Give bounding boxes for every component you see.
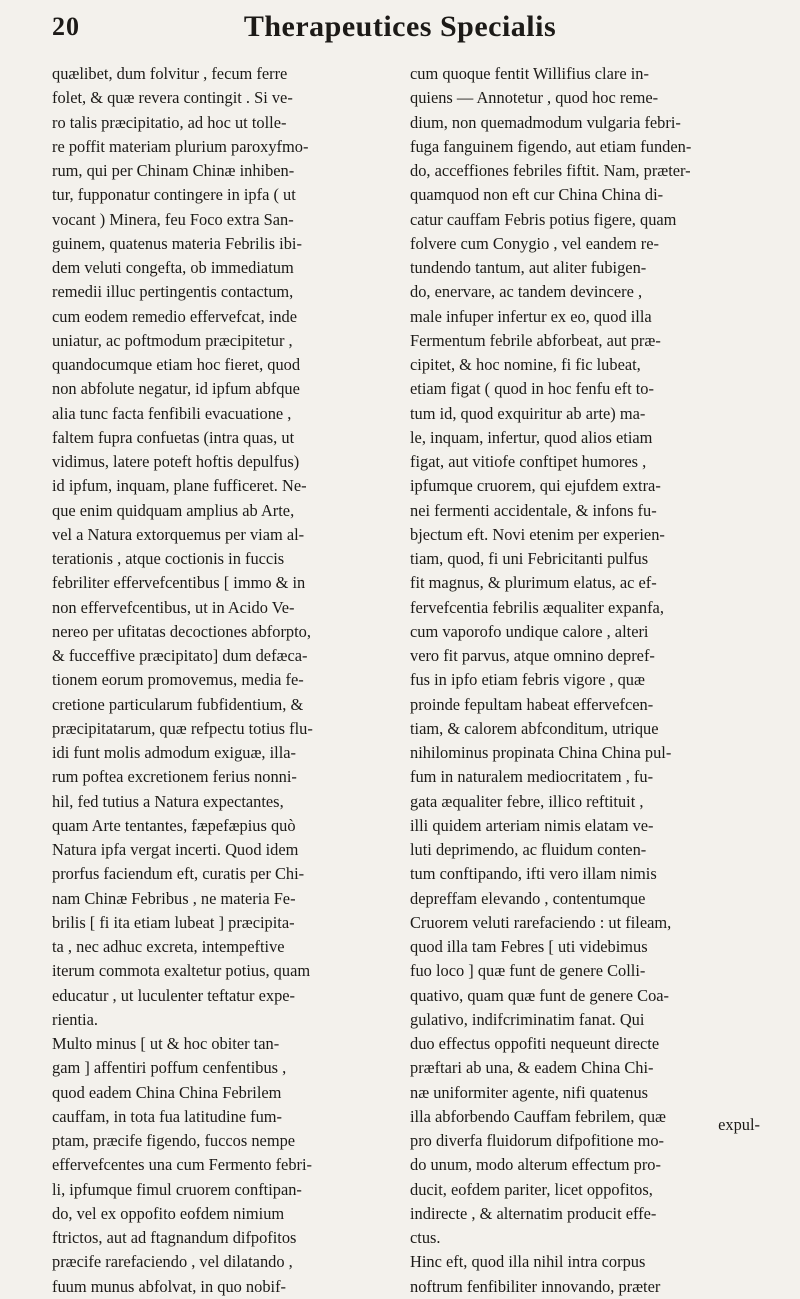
text-line: quiens — Annotetur , quod hoc reme- [410, 88, 659, 108]
text-line: tionem eorum promovemus, media fe- [52, 670, 304, 690]
text-line: illi quidem arteriam nimis elatam ve- [410, 815, 654, 835]
page-number: 20 [52, 12, 80, 41]
text-line: id ipfum, inquam, plane fufficeret. Ne- [52, 476, 307, 496]
left-text-column [52, 62, 390, 1299]
text-line: Natura ipfa vergat incerti. Quod idem [52, 840, 299, 859]
text-line: do unum, modo alterum effectum pro- [410, 1155, 661, 1175]
text-line: illa abforbendo Cauffam febrilem, quæ [410, 1106, 666, 1126]
text-line: rum, qui per Chinam Chinæ inhiben- [52, 161, 295, 180]
text-line: figat, aut vitiofe conftipet humores , [410, 452, 647, 471]
text-line: cum vaporofo undique calore , alteri [410, 621, 649, 641]
text-line: iterum commota exaltetur potius, quam [52, 961, 311, 981]
text-line: quod illa tam Febres [ uti videbimus [410, 937, 648, 956]
text-line: nei fermenti accidentale, & infons fu- [410, 500, 657, 520]
text-line: dium, non quemadmodum vulgaria febri- [410, 112, 681, 132]
text-line: vero fit parvus, atque omnino depref- [410, 646, 655, 665]
text-line: næ uniformiter agente, nifi quatenus [410, 1082, 649, 1102]
text-line: noftrum fenfibiliter innovando, præter [410, 1276, 661, 1296]
text-line: guinem, quatenus materia Febrilis ibi- [52, 233, 302, 253]
text-line: idi funt molis admodum exiguæ, illa- [52, 743, 297, 762]
catchword: expul- [718, 1115, 760, 1134]
text-line: fuum munus abfolvat, in quo nobif- [52, 1276, 286, 1296]
text-line: le, inquam, infertur, quod alios etiam [410, 427, 653, 447]
text-line: re poffit materiam plurium paroxyfmo- [52, 136, 309, 156]
text-line: non effervefcentibus, ut in Acido Ve- [52, 597, 295, 617]
text-line: uniatur, ac poftmodum præcipitetur , [52, 330, 293, 350]
text-line: folet, & quæ revera contingit . Si ve- [52, 88, 293, 108]
text-line: li, ipfumque fimul cruorem conftipan- [52, 1179, 302, 1199]
text-line: educatur , ut luculenter teftatur expe- [52, 985, 296, 1005]
text-line: faltem fupra confuetas (intra quas, ut [52, 427, 295, 447]
text-line: quod eadem China China Febrilem [52, 1082, 282, 1102]
text-line: remedii illuc pertingentis contactum, [52, 282, 294, 302]
text-line: gulativo, indifcriminatim fanat. Qui [410, 1009, 645, 1029]
text-line: quativo, quam quæ funt de genere Coa- [410, 985, 669, 1005]
text-line: ftrictos, aut ad ftagnandum difpofitos [52, 1228, 297, 1247]
text-line: gata æqualiter febre, illico reftituit , [410, 791, 644, 811]
text-line: indirecte , & alternatim producit effe- [410, 1203, 657, 1223]
text-line: quam Arte tentantes, fæpefæpius quò [52, 815, 296, 835]
text-line: tur, fupponatur contingere in ipfa ( ut [52, 185, 296, 205]
text-line: catur cauffam Febris potius figere, quam [410, 209, 677, 229]
text-line: non abfolute negatur, id ipfum abfque [52, 379, 300, 399]
text-line: ta , nec adhuc excreta, intempeftive [52, 937, 285, 956]
text-line: terationis , atque coctionis in fuccis [52, 549, 285, 568]
text-line: quamquod non eft cur China China di- [410, 185, 664, 205]
text-line: Fermentum febrile abforbeat, aut præ- [410, 330, 661, 350]
text-line: cum eodem remedio effervefcat, inde [52, 306, 297, 326]
text-line: folvere cum Conygio , vel eandem re- [410, 233, 659, 253]
text-line: do, enervare, ac tandem devincere , [410, 282, 643, 302]
text-line: luti deprimendo, ac fluidum conten- [410, 840, 647, 859]
text-line: tiam, quod, fi uni Febricitanti pulfus [410, 549, 649, 568]
text-line: nam Chinæ Febribus , ne materia Fe- [52, 888, 296, 908]
text-line: depreffam elevando , contentumque [410, 888, 646, 908]
text-line: ptam, præcife figendo, fuccos nempe [52, 1131, 296, 1150]
text-line: rientia. [52, 1009, 98, 1029]
text-line: fervefcentia febrilis æqualiter expanfa, [410, 597, 664, 617]
text-line: nihilominus propinata China China pul- [410, 743, 672, 762]
text-line: fit magnus, & plurimum elatus, ac ef- [410, 573, 657, 593]
text-line: cauffam, in tota fua latitudine fum- [52, 1106, 282, 1126]
text-line: præftari ab una, & eadem China Chi- [410, 1058, 654, 1078]
text-line: tum conftipando, ifti vero illam nimis [410, 864, 657, 884]
right-text-column [410, 62, 748, 1299]
text-line: nereo per ufitatas decoctiones abforpto, [52, 621, 311, 641]
text-line: brilis [ fi ita etiam lubeat ] præcipita- [52, 912, 295, 932]
page-header [0, 12, 800, 52]
text-line: tum id, quod exquiritur ab arte) ma- [410, 403, 646, 423]
text-line: fuga fanguinem figendo, aut etiam funden- [410, 136, 692, 156]
text-line: vocant ) Minera, feu Foco extra San- [52, 209, 294, 229]
text-line: fus in ipfo etiam febris vigore , quæ [410, 670, 645, 690]
text-line: do, vel ex oppofito eofdem nimium [52, 1203, 285, 1223]
text-line: fum in naturalem mediocritatem , fu- [410, 767, 654, 787]
text-line: Hinc eft, quod illa nihil intra corpus [410, 1252, 646, 1272]
text-line: pro diverfa fluidorum difpofitione mo- [410, 1131, 664, 1150]
text-line: proinde fepultam habeat effervefcen- [410, 694, 654, 714]
text-line: ducit, eofdem pariter, licet oppofitos, [410, 1179, 653, 1199]
running-title: Therapeutices Specialis [243, 10, 557, 43]
text-line: cum quoque fentit Willifius clare in- [410, 64, 649, 83]
text-line: hil, fed tutius a Natura expectantes, [52, 791, 284, 811]
text-line: cipitet, & hoc nomine, fi fic lubeat, [410, 355, 641, 374]
text-line: duo effectus oppofiti nequeunt directe [410, 1034, 660, 1053]
text-line: dem veluti congefta, ob immediatum [52, 258, 294, 277]
text-line: rum poftea excretionem ferius nonni- [52, 767, 297, 787]
text-line: Multo minus [ ut & hoc obiter tan- [52, 1034, 280, 1053]
text-line: tiam, & calorem abfconditum, utrique [410, 718, 659, 738]
text-line: quandocumque etiam hoc fieret, quod [52, 355, 301, 374]
text-line: que enim quidquam amplius ab Arte, [52, 500, 295, 520]
text-line: do, acceffiones febriles fiftit. Nam, præter- [410, 161, 691, 180]
text-line: febriliter effervefcentibus [ immo & in [52, 573, 306, 593]
text-line: & fucceffive præcipitato] dum defæca- [52, 646, 308, 665]
text-line: vel a Natura extorquemus per viam al- [52, 524, 305, 544]
text-line: tundendo tantum, aut aliter fubigen- [410, 258, 647, 277]
text-line: cretione particularum fubfidentium, & [52, 694, 304, 714]
text-line: vidimus, latere poteft hoftis depulfus) [52, 452, 300, 471]
text-line: prorfus faciendum eft, curatis per Chi- [52, 864, 305, 884]
text-line: quælibet, dum folvitur , fecum ferre [52, 64, 288, 83]
text-line: bjectum eft. Novi etenim per experien- [410, 524, 665, 544]
text-line: fuo loco ] quæ funt de genere Colli- [410, 961, 646, 981]
text-line: ipfumque cruorem, qui ejufdem extra- [410, 476, 661, 496]
text-line: ro talis præcipitatio, ad hoc ut tolle- [52, 112, 287, 132]
text-line: etiam figat ( quod in hoc fenfu eft to- [410, 379, 654, 399]
text-line: male infuper infertur ex eo, quod illa [410, 306, 652, 326]
text-line: ctus. [410, 1228, 441, 1247]
text-line: gam ] affentiri poffum cenfentibus , [52, 1058, 287, 1078]
text-line: Cruorem veluti rarefaciendo : ut fileam, [410, 912, 672, 932]
text-line: præcife rarefaciendo , vel dilatando , [52, 1252, 293, 1272]
text-line: effervefcentes una cum Fermento febri- [52, 1155, 313, 1175]
text-line: præcipitatarum, quæ refpectu totius flu- [52, 718, 313, 738]
text-line: alia tunc facta fenfibili evacuatione , [52, 403, 292, 423]
